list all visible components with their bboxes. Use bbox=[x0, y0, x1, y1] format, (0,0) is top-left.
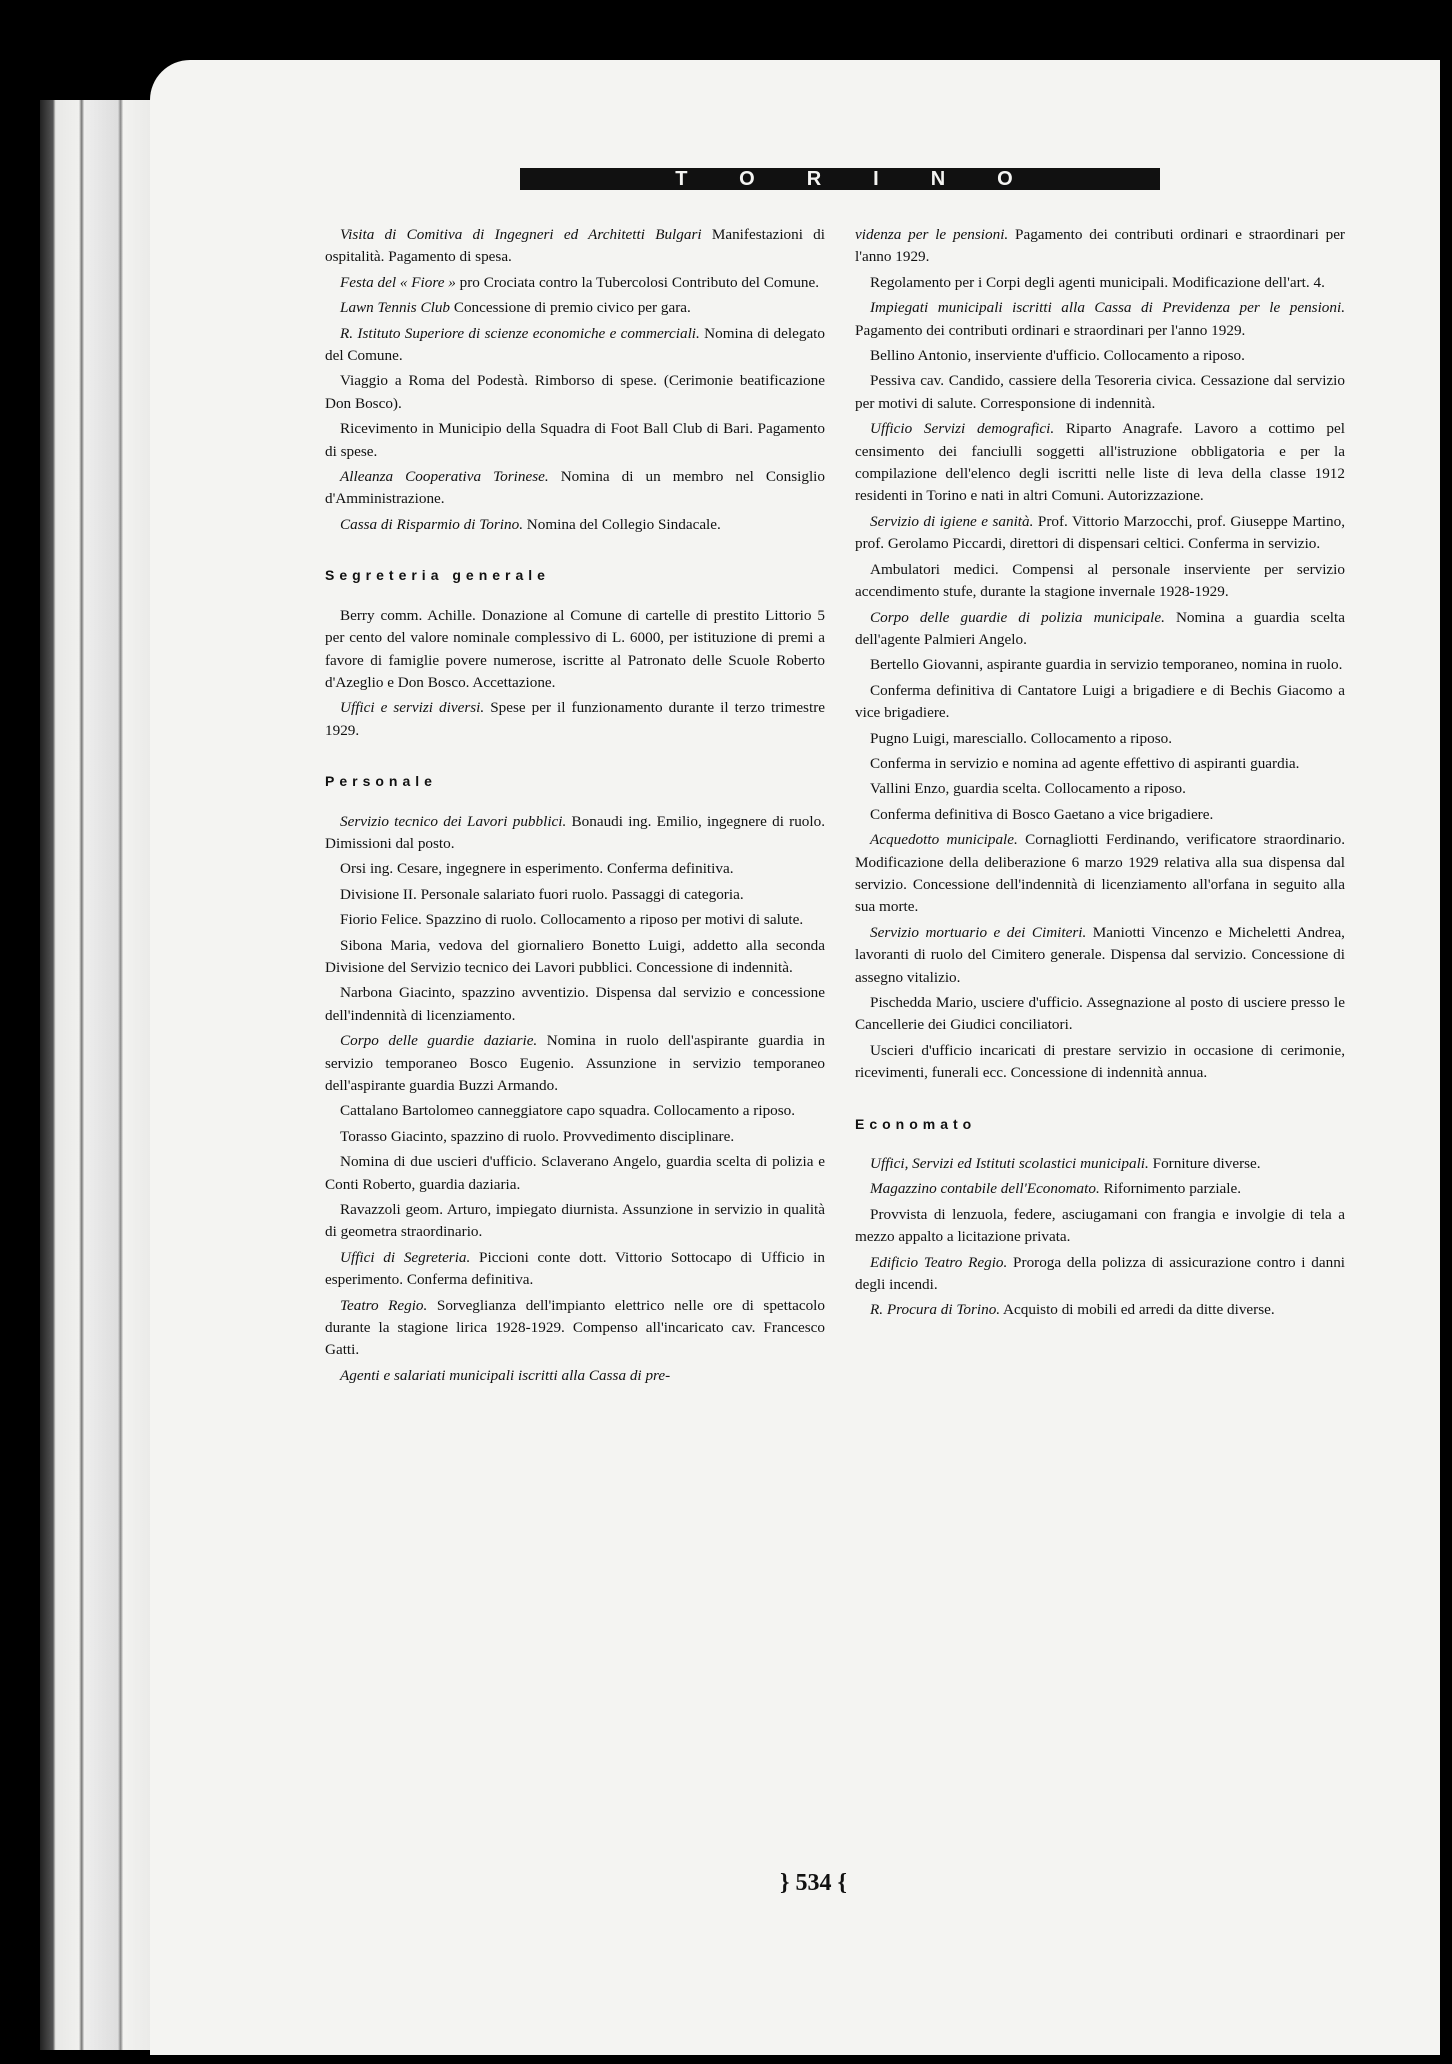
page-number-value: 534 bbox=[795, 1870, 832, 1896]
paragraph bbox=[855, 297, 1345, 342]
paragraph bbox=[855, 804, 1345, 826]
paragraph-text: Fiorio Felice. Spazzino di ruolo. Collocamento a riposo per motivi di salute. bbox=[340, 911, 804, 929]
paragraph bbox=[325, 1295, 825, 1362]
paragraph-text: Manifestazioni di ospitalità. Pagamento di spesa. bbox=[325, 226, 825, 266]
paragraph-text: Berry comm. Achille. Donazione al Comune di cartelle di prestito Littorio 5 per cento del valore nominale complessivo di L. 6000, per istituzione di premi a favore di famiglie povere numerose, iscritte al Patronato delle Scuole Roberto d'Azeglio e Don Bosco. Accettazione. bbox=[325, 606, 825, 691]
section-heading: Economato bbox=[855, 1115, 977, 1132]
paragraph-text: Forniture diverse. bbox=[1148, 1155, 1261, 1173]
paragraph bbox=[325, 935, 825, 980]
paragraph-text: Concessione di premio civico per gara. bbox=[450, 299, 691, 317]
paragraph bbox=[325, 514, 825, 536]
paragraph bbox=[325, 811, 825, 856]
paragraph bbox=[855, 1252, 1345, 1297]
paragraph-text: Cornagliotti Ferdinando, verificatore straordinario. Modificazione della deliberazione 6 marzo 1929 relativa alla sua dispensa dal servizio. Concessione dell'indennità di licenziamento all'orfana in seguito alla sua morte. bbox=[855, 831, 1345, 916]
paragraph-text: Ambulatori medici. Compensi al personale inserviente per servizio accendimento stufe, durante la stagione invernale 1928-1929. bbox=[855, 560, 1345, 601]
paragraph-text: Pugno Luigi, maresciallo. Collocamento a riposo. bbox=[870, 729, 1173, 747]
paragraph-lead: Lawn Tennis Club bbox=[340, 299, 451, 317]
paragraph-text: Proroga della polizza di assicurazione contro i danni degli incendi. bbox=[855, 1253, 1346, 1294]
paragraph bbox=[325, 858, 825, 880]
paragraph-lead: R. Procura di Torino. bbox=[870, 1301, 1001, 1319]
paragraph bbox=[855, 680, 1345, 725]
paragraph bbox=[855, 778, 1345, 800]
paragraph-lead: Acquedotto municipale. bbox=[870, 831, 1018, 849]
paragraph-text: Pagamento dei contributi ordinari e straordinari per l'anno 1929. bbox=[855, 226, 1345, 266]
paragraph-text: Divisione II. Personale salariato fuori ruolo. Passaggi di categoria. bbox=[340, 885, 744, 903]
paragraph bbox=[855, 753, 1345, 775]
paragraph bbox=[325, 1126, 825, 1148]
paragraph-text: Bonaudi ing. Emilio, ingegnere di ruolo. Dimissioni dal posto. bbox=[325, 812, 825, 852]
paragraph-text: Ricevimento in Municipio della Squadra di Foot Ball Club di Bari. Pagamento di spese. bbox=[325, 420, 825, 460]
paragraph bbox=[325, 1199, 825, 1244]
paragraph-lead: Uffici, Servizi ed Istituti scolastici municipali. bbox=[870, 1155, 1149, 1173]
paragraph bbox=[325, 224, 825, 269]
paragraph-text: Bertello Giovanni, aspirante guardia in servizio temporaneo, nomina in ruolo. bbox=[870, 656, 1343, 674]
paragraph-lead: Servizio di igiene e sanità. bbox=[870, 512, 1034, 530]
paragraph bbox=[325, 466, 825, 511]
header-title: TORINO bbox=[675, 168, 1065, 190]
paragraph bbox=[855, 922, 1345, 989]
paragraph-lead: Servizio mortuario e dei Cimiteri. bbox=[870, 923, 1087, 941]
paragraph-text: Torasso Giacinto, spazzino di ruolo. Provvedimento disciplinare. bbox=[340, 1127, 735, 1145]
paragraph-text: Bellino Antonio, inserviente d'ufficio. Collocamento a riposo. bbox=[870, 347, 1245, 365]
paragraph bbox=[855, 1299, 1345, 1321]
left-column bbox=[325, 224, 825, 1390]
paragraph-text: Nomina di delegato del Comune. bbox=[325, 324, 825, 365]
paragraph bbox=[855, 1153, 1345, 1175]
paragraph bbox=[855, 607, 1345, 652]
paragraph bbox=[325, 1030, 825, 1097]
paragraph bbox=[325, 909, 825, 931]
paragraph-lead: Impiegati municipali iscritti alla Cassa di Previdenza per le pensioni. bbox=[870, 299, 1345, 317]
paragraph-lead: R. Istituto Superiore di scienze economiche e commerciali. bbox=[340, 324, 700, 342]
paragraph-lead: Servizio tecnico dei Lavori pubblici. bbox=[340, 812, 567, 830]
paragraph-lead: Cassa di Risparmio di Torino. bbox=[340, 515, 523, 533]
paragraph-text: Conferma definitiva di Cantatore Luigi a brigadiere e di Bechis Giacomo a vice brigadiere. bbox=[855, 681, 1345, 722]
paragraph-lead: Ufficio Servizi demografici. bbox=[870, 420, 1055, 438]
paragraph bbox=[855, 1040, 1345, 1085]
paragraph-lead: Edificio Teatro Regio. bbox=[870, 1253, 1008, 1271]
paragraph bbox=[855, 992, 1345, 1037]
paragraph bbox=[325, 1151, 825, 1196]
paragraph-text: Nomina del Collegio Sindacale. bbox=[523, 515, 721, 533]
paragraph bbox=[325, 323, 825, 368]
paragraph-text: Regolamento per i Corpi degli agenti municipali. Modificazione dell'art. 4. bbox=[870, 273, 1325, 291]
paragraph-text: Conferma in servizio e nomina ad agente effettivo di aspiranti guardia. bbox=[870, 754, 1300, 772]
paragraph-text: Pessiva cav. Candido, cassiere della Tesoreria civica. Cessazione dal servizio per motivi di salute. Corresponsione di indennità. bbox=[855, 372, 1345, 412]
paragraph bbox=[325, 1365, 825, 1387]
paragraph-lead: Corpo delle guardie di polizia municipale. bbox=[870, 608, 1165, 626]
paragraph-text: Riparto Anagrafe. Lavoro a cottimo pel censimento dei fanciulli soggetti all'istruzione obbligatoria e per la compilazione dell'elenco degli iscritti nelle liste di leva della classe 1912 residenti in Torino e nati in altri Comuni. Autorizzazione. bbox=[855, 420, 1345, 505]
paragraph-text: Ravazzoli geom. Arturo, impiegato diurnista. Assunzione in servizio in qualità di geometra straordinario. bbox=[325, 1201, 825, 1241]
paragraph-lead: Teatro Regio. bbox=[340, 1296, 428, 1314]
paragraph-text: Cattalano Bartolomeo canneggiatore capo squadra. Collocamento a riposo. bbox=[340, 1102, 796, 1120]
running-header bbox=[520, 168, 1160, 190]
paragraph-text: Uscieri d'ufficio incaricati di prestare servizio in occasione di cerimonie, ricevimenti, funerali ecc. Concessione di indennità annua. bbox=[855, 1041, 1345, 1082]
paragraph bbox=[325, 982, 825, 1027]
paragraph bbox=[855, 1204, 1345, 1249]
paragraph bbox=[855, 370, 1345, 415]
paragraph bbox=[855, 272, 1345, 294]
paragraph-text: Rifornimento parziale. bbox=[1099, 1180, 1242, 1198]
paragraph-text: pro Crociata contro la Tubercolosi Contributo del Comune. bbox=[455, 273, 820, 291]
paragraph-lead: Magazzino contabile dell'Economato. bbox=[870, 1180, 1100, 1198]
paragraph bbox=[855, 829, 1345, 919]
paragraph bbox=[325, 605, 825, 695]
paragraph-text: Narbona Giacinto, spazzino avventizio. Dispensa dal servizio e concessione dell'indennità di licenziamento. bbox=[325, 984, 825, 1024]
paragraph-text: Provvista di lenzuola, federe, asciugamani con frangia e involgie di tela a mezzo appalto a licitazione privata. bbox=[855, 1205, 1345, 1246]
paragraph bbox=[855, 511, 1345, 556]
page-number: } 534 { bbox=[780, 1870, 847, 1896]
paragraph-lead: Agenti e salariati municipali iscritti alla Cassa di pre- bbox=[340, 1366, 671, 1384]
paragraph-text: Sibona Maria, vedova del giornaliero Bonetto Luigi, addetto alla seconda Divisione del Servizio tecnico dei Lavori pubblici. Concessione di indennità. bbox=[325, 936, 825, 976]
section-heading: Segreteria generale bbox=[325, 567, 550, 584]
paragraph bbox=[325, 1100, 825, 1122]
paragraph-text: Orsi ing. Cesare, ingegnere in esperimento. Conferma definitiva. bbox=[340, 860, 734, 878]
paragraph-text: Sorveglianza dell'impianto elettrico nelle ore di spettacolo durante la stagione lirica 1928-1929. Compenso all'incaricato cav. Francesco Gatti. bbox=[325, 1296, 825, 1359]
paragraph-lead: Alleanza Cooperativa Torinese. bbox=[340, 468, 549, 486]
paragraph bbox=[855, 418, 1345, 508]
paragraph-lead: Visita di Comitiva di Ingegneri ed Architetti Bulgari bbox=[340, 226, 702, 243]
paragraph-lead: videnza per le pensioni. bbox=[855, 226, 1009, 243]
paragraph-text: Piccioni conte dott. Vittorio Sottocapo di Ufficio in esperimento. Conferma definitiva. bbox=[325, 1248, 825, 1289]
paragraph bbox=[855, 1178, 1345, 1200]
paragraph-text: Nomina a guardia scelta dell'agente Palmieri Angelo. bbox=[855, 608, 1345, 648]
paragraph-text: Acquisto di mobili ed arredi da ditte diverse. bbox=[1000, 1301, 1275, 1319]
paragraph bbox=[855, 224, 1345, 269]
paragraph-text: Pischedda Mario, usciere d'ufficio. Assegnazione al posto di usciere presso le Cancellerie dei Giudici conciliatori. bbox=[855, 994, 1345, 1034]
paragraph-text: Nomina di un membro nel Consiglio d'Amministrazione. bbox=[325, 468, 825, 508]
paragraph bbox=[325, 1247, 825, 1292]
paragraph-text: Nomina di due uscieri d'ufficio. Sclaverano Angelo, guardia scelta di polizia e Conti Roberto, guardia daziaria. bbox=[325, 1153, 825, 1193]
section-heading: Personale bbox=[325, 773, 437, 790]
paragraph-text: Nomina in ruolo dell'aspirante guardia in servizio temporaneo Bosco Eugenio. Assunzione in servizio temporaneo dell'aspirante guardia Buzzi Armando. bbox=[325, 1032, 825, 1094]
paragraph-lead: Uffici di Segreteria. bbox=[340, 1248, 471, 1266]
paragraph bbox=[325, 272, 825, 294]
paragraph-lead: Corpo delle guardie daziarie. bbox=[340, 1032, 538, 1050]
paragraph bbox=[855, 728, 1345, 750]
paragraph bbox=[325, 297, 825, 319]
paragraph bbox=[855, 345, 1345, 367]
paragraph-text: Conferma definitiva di Bosco Gaetano a vice brigadiere. bbox=[870, 805, 1214, 823]
paragraph-text: Viaggio a Roma del Podestà. Rimborso di spese. (Cerimonie beatificazione Don Bosco). bbox=[325, 372, 825, 412]
paragraph bbox=[855, 654, 1345, 676]
paragraph-text: Vallini Enzo, guardia scelta. Collocamento a riposo. bbox=[870, 780, 1186, 798]
paragraph-text: Pagamento dei contributi ordinari e straordinari per l'anno 1929. bbox=[855, 321, 1246, 339]
paragraph bbox=[325, 697, 825, 742]
paragraph-text: Spese per il funzionamento durante il terzo trimestre 1929. bbox=[325, 699, 825, 739]
paragraph-text: Maniotti Vincenzo e Micheletti Andrea, lavoranti di ruolo del Cimitero generale. Dispensa dal servizio. Concessione di assegno vitalizio. bbox=[855, 923, 1345, 986]
right-column bbox=[855, 224, 1345, 1325]
paragraph bbox=[325, 884, 825, 906]
paragraph bbox=[325, 418, 825, 463]
paragraph-text: Prof. Vittorio Marzocchi, prof. Giuseppe Martino, prof. Gerolamo Piccardi, direttori di dispensari celtici. Conferma in servizio. bbox=[855, 512, 1345, 553]
paragraph bbox=[325, 370, 825, 415]
paragraph-lead: Festa del « Fiore » bbox=[340, 273, 456, 291]
paragraph-lead: Uffici e servizi diversi. bbox=[340, 699, 485, 717]
paragraph bbox=[855, 559, 1345, 604]
